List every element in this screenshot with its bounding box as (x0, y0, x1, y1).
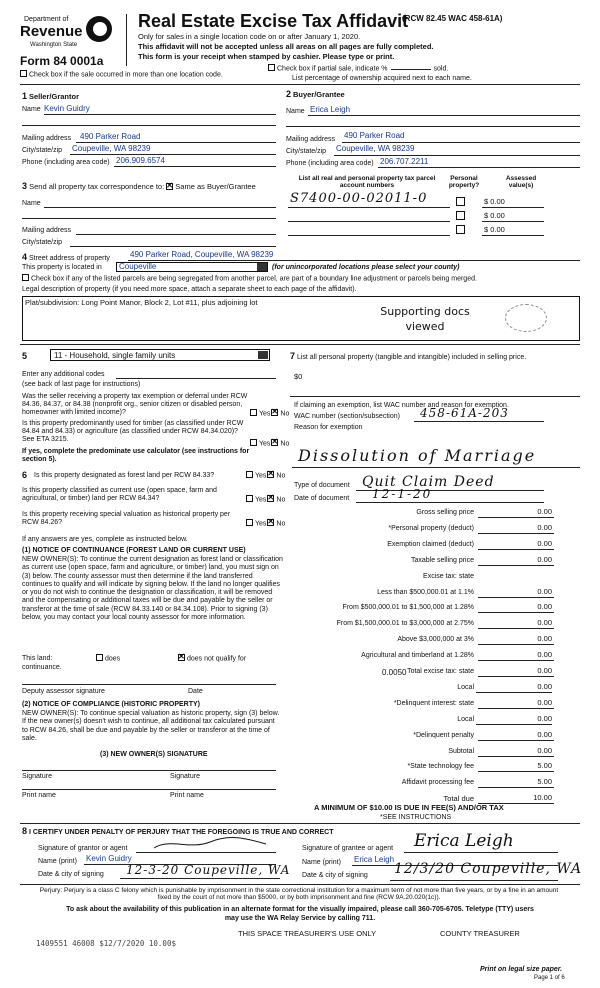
calc-label: *Delinquent interest: state (393, 700, 474, 707)
correspondence-section (22, 181, 256, 192)
doc-date-label: Date of document (294, 495, 350, 502)
calc-value[interactable]: 0.00 (537, 698, 552, 707)
receipt-stamp: 1409551 46008 $12/7/2020 10.00$ (36, 939, 176, 948)
calc-line (476, 724, 552, 725)
calc-value[interactable]: 10.00 (533, 793, 552, 802)
grantor-signature[interactable] (150, 836, 270, 850)
local-rate: 0.0050 (382, 668, 407, 677)
initials-mark-icon (505, 304, 547, 332)
same-as-buyer-checkbox[interactable] (166, 183, 173, 190)
parcel-col1: List all real and personal property tax parcel account numbers (298, 175, 436, 190)
seller-phone-label: Phone (including area code) (22, 159, 110, 166)
calc-value[interactable]: 0.00 (537, 682, 552, 691)
calc-line (478, 612, 554, 613)
calc-label: Local (457, 684, 474, 691)
certify-num: 8 (22, 826, 28, 836)
seller-name-label: Name (22, 106, 41, 113)
corr-text: Send all property tax correspondence to: (29, 182, 165, 191)
legal-label: Legal description of property (if you need more space, attach a separate sheet to each page of the affidavit). (22, 286, 357, 293)
buyer-addr-input[interactable]: 490 Parker Road (344, 131, 405, 140)
if-yes-note: If any answers are yes, complete as instructed below. (22, 536, 188, 543)
deputy-sig-label: Deputy assessor signature (22, 688, 105, 695)
calc-label: Subtotal (448, 748, 474, 755)
yes-label: Yes (255, 472, 267, 480)
forest-answer[interactable] (246, 472, 285, 480)
parcel-number-1[interactable]: S7400-00-02011-0 (290, 191, 428, 206)
calc-value[interactable]: 0.00 (537, 602, 552, 611)
no-label: No (280, 440, 290, 448)
calc-label: Gross selling price (416, 509, 474, 516)
legal-description: Plat/subdivision: Long Point Manor, Block 2, Lot #11, plus adjoining lot (25, 298, 258, 307)
seller-city-input[interactable]: Coupeville, WA 98239 (72, 144, 151, 153)
add-codes-label: Enter any additional codes (22, 371, 105, 378)
partial-sale-label: Check box if partial sale, indicate % (277, 65, 388, 73)
doc-type-input[interactable]: Quit Claim Deed (362, 474, 495, 490)
grantee-signature[interactable]: Erica Leigh (414, 831, 514, 851)
dept-name: Revenue (20, 23, 83, 40)
grantee-sig-label: Signature of grantee or agent (302, 845, 394, 852)
doc-type-label: Type of document (294, 482, 350, 489)
segregated-label: Check box if any of the listed parcels are being segregated from another parcel, are part of a boundary line adjustment or parcels being merged. (31, 275, 477, 283)
header-line3: This form is your receipt when stamped by cashier. Please type or print. (138, 52, 395, 61)
personal-property-checkbox-1[interactable] (456, 197, 465, 206)
no-label: No (280, 410, 290, 418)
historic-question: Is this property receiving special valuation as historical property per RCW 84.26? (22, 511, 231, 527)
sold-label: sold. (433, 65, 449, 73)
forest-question: Is this property designated as forest land per RCW 84.33? (34, 472, 215, 479)
header-line1: Only for sales in a single location code on or after January 1, 2020. (138, 32, 361, 41)
located-label: This property is located in (22, 264, 102, 271)
current-use-question: Is this property classified as current use (open space, farm and agricultural, or timber) land per RCW 84.34? (22, 487, 217, 503)
calc-line (478, 771, 554, 772)
personal-property-checkbox-2[interactable] (456, 211, 465, 220)
calc-line (476, 692, 552, 693)
seller-section (22, 91, 79, 102)
notice2-text: NEW OWNER(S): To continue special valuation as historic property, sign (3) below. If the new owner(s) doesn't wish to continue, all additional tax calculated pursuant to RCW 84.26, shall be due and payable by the seller or transferor at the time of sale. (22, 710, 280, 742)
corr-name-label: Name (22, 200, 41, 207)
calc-label: Less than $500,000.01 at 1.1% (377, 589, 474, 596)
calc-label: From $1,500,000.01 to $3,000,000 at 2.75% (336, 620, 474, 627)
calc-line (478, 517, 554, 518)
property-num: 4 (22, 252, 28, 262)
section6-num: 6 (22, 470, 28, 480)
buyer-section (286, 89, 345, 100)
exempt-question: Was the seller receiving a property tax exemption or deferral under RCW 84.36, 84.37, or 84.38 (nonprofit org., senior citizen or disabled person, homeowner with limited income)? (22, 393, 248, 417)
calc-value[interactable]: 0.00 (537, 523, 552, 532)
reason-label: Reason for exemption (294, 424, 363, 431)
form-title: Real Estate Excise Tax Affidavit (138, 11, 409, 31)
calc-value[interactable]: 0.00 (537, 650, 552, 659)
use-code-value: 11 - Household, single family units (54, 351, 176, 360)
grantee-date-label: Date & city of signing (302, 872, 368, 879)
land-does-not-checkbox[interactable] (178, 655, 246, 663)
assessed-value-2[interactable]: $ 0.00 (484, 211, 505, 220)
see-back: (see back of last page for instructions) (22, 381, 141, 388)
yes-label: Yes (259, 440, 271, 448)
calc-line (478, 549, 554, 550)
section7-row (290, 351, 580, 362)
calc-value[interactable]: 0.00 (537, 507, 552, 516)
dept-logo (20, 16, 112, 54)
calc-label: Exemption claimed (deduct) (387, 541, 474, 548)
land-does-checkbox[interactable] (96, 655, 120, 663)
calc-line (478, 597, 554, 598)
calc-label: Taxable selling price (410, 557, 474, 564)
calc-line (478, 756, 554, 757)
current-use-answer[interactable] (246, 496, 285, 504)
notice1-title: (1) NOTICE OF CONTINUANCE (FOREST LAND OR CURRENT USE) (22, 547, 246, 554)
owner-print-label-2: Print name (170, 792, 204, 799)
historic-answer[interactable] (246, 520, 285, 528)
multi-location-checkbox[interactable] (20, 71, 223, 79)
section7-num: 7 (290, 351, 296, 361)
calc-value[interactable]: 5.00 (537, 777, 552, 786)
page-number: Page 1 of 6 (534, 975, 565, 981)
buyer-addr-label: Mailing address (286, 136, 336, 143)
notice3-title: (3) NEW OWNER(S) SIGNATURE (100, 751, 208, 758)
use-code-dropdown-icon (258, 351, 268, 359)
reason-input[interactable]: Dissolution of Marriage (298, 446, 537, 465)
dropdown-icon (257, 263, 267, 271)
exempt-claim-label: If claiming an exemption, list WAC number and reason for exemption. (294, 402, 509, 409)
buyer-phone-label: Phone (including area code) (286, 160, 374, 167)
pct-note: List percentage of ownership acquired next to each name. (292, 75, 472, 82)
calc-value[interactable]: 5.00 (537, 761, 552, 770)
owner-sig-label-1: Signature (22, 773, 52, 780)
owner-print-label-1: Print name (22, 792, 56, 799)
grantee-name-label: Name (print) (302, 859, 341, 866)
corr-num: 3 (22, 181, 28, 191)
treasurer-use: THIS SPACE TREASURER'S USE ONLY (238, 929, 377, 938)
calc-line (478, 740, 554, 741)
grantor-date-label: Date & city of signing (38, 871, 104, 878)
this-land-label: This land: (22, 655, 53, 662)
personal-property-label: List all personal property (tangible and intangible) included in selling price. (296, 354, 527, 361)
yes-label: Yes (259, 410, 271, 418)
see-instructions: *SEE INSTRUCTIONS (380, 814, 452, 821)
deputy-date-label: Date (188, 688, 203, 695)
grantor-sig-label: Signature of grantor or agent (38, 845, 128, 852)
legal-description-box[interactable] (22, 296, 580, 341)
calc-value[interactable]: 0.00 (537, 587, 552, 596)
calc-line (478, 676, 554, 677)
multi-location-label: Check box if the sale occurred in more than one location code. (29, 71, 223, 79)
supporting-docs-stamp: Supporting docs viewed (380, 305, 470, 334)
grantor-date-input[interactable]: 12-3-20 Coupeville, WA (126, 863, 291, 877)
partial-sale-checkbox[interactable] (268, 65, 448, 73)
timber-note: If yes, complete the predominate use calculator (see instructions for section 5). (22, 448, 250, 464)
buyer-city-input[interactable]: Coupeville, WA 98239 (336, 144, 415, 153)
timber-question: Is this property predominantly used for timber (as classified under RCW 84.84 and 84.33) or agriculture (as classified under RCW 84.34.020)? See ETA 3215. (22, 420, 244, 444)
buyer-heading: Buyer/Grantee (292, 90, 345, 99)
seller-city-label: City/state/zip (22, 147, 63, 154)
calc-line (478, 565, 554, 566)
calc-value[interactable]: 0.00 (537, 730, 552, 739)
buyer-name-label: Name (286, 108, 305, 115)
located-note: (for unincorporated locations please select your county) (272, 264, 460, 271)
calc-value[interactable]: 0.00 (537, 634, 552, 643)
doc-date-input[interactable]: 12-1-20 (372, 487, 433, 501)
calc-label: *Delinquent penalty (413, 732, 474, 739)
certify-text: I CERTIFY UNDER PENALTY OF PERJURY THAT THE FOREGOING IS TRUE AND CORRECT (28, 829, 334, 836)
parcel-col2: Personal property? (448, 175, 480, 190)
calc-value[interactable]: 0.00 (537, 539, 552, 548)
calc-label: Total due (443, 794, 474, 803)
no-label: No (276, 496, 286, 504)
calc-line (478, 708, 554, 709)
corr-addr-label: Mailing address (22, 227, 72, 234)
calc-label: Above $3,000,000 at 3% (397, 636, 474, 643)
wac-input[interactable]: 458-61A-203 (420, 406, 509, 420)
calc-label: Agricultural and timberland at 1.28% (361, 652, 474, 659)
seller-phone-input[interactable]: 206.909.6574 (116, 156, 165, 165)
calc-value[interactable]: 0.00 (537, 618, 552, 627)
yes-label: Yes (255, 520, 267, 528)
assessed-value-1[interactable]: $ 0.00 (484, 197, 505, 206)
located-select[interactable] (116, 262, 268, 272)
calc-line (478, 787, 554, 788)
corr-city-label: City/state/zip (22, 239, 63, 246)
notice2-title: (2) NOTICE OF COMPLIANCE (HISTORIC PROPERTY) (22, 701, 200, 708)
calc-label: Total excise tax: state (407, 668, 474, 675)
parcel-col3: Assessed value(s) (505, 175, 537, 190)
segregated-checkbox[interactable] (22, 275, 477, 283)
does-not-label: does not qualify for (187, 655, 247, 663)
personal-property-checkbox-3[interactable] (456, 225, 465, 234)
located-value: Coupeville (119, 262, 157, 271)
continuance-label: continuance. (22, 664, 62, 671)
use-code-select[interactable] (50, 349, 270, 361)
calc-value[interactable]: 0.00 (537, 555, 552, 564)
calc-line (478, 628, 554, 629)
calc-line (478, 644, 554, 645)
buyer-name-input[interactable]: Erica Leigh (310, 105, 351, 114)
minimum-due: A MINIMUM OF $10.00 IS DUE IN FEE(S) AND/OR TAX (314, 803, 504, 812)
no-label: No (276, 472, 286, 480)
notice1-text: NEW OWNER(S): To continue the current designation as forest land or classification as current use (open space, farm and agriculture, or timber) land, you must sign on (3) below. The county assessor must then determine if the land transferred continues to qualify and will indicate by signing below. If the land no longer qualifies or you do not wish to continue the designation or classification, it will be removed and the compensating or additional taxes will be due and payable by the seller or transferor at the time of sale (RCW 84.33.140 or 84.34.108). Prior to signing (3) below, you may contact your local county assessor for more information. (22, 556, 283, 621)
no-label: No (276, 520, 286, 528)
calc-label: *State technology fee (407, 763, 474, 770)
calc-label: Local (457, 716, 474, 723)
street-input[interactable]: 490 Parker Road, Coupeville, WA 98239 (130, 250, 274, 259)
calc-value[interactable]: 0.00 (537, 666, 552, 675)
wac-label: WAC number (section/subsection) (294, 413, 400, 420)
rcw-ref: (RCW 82.45 WAC 458-61A) (402, 14, 503, 23)
personal-property-value[interactable]: $0 (294, 372, 303, 381)
calc-label: Affidavit processing fee (401, 779, 474, 786)
owner-sig-label-2: Signature (170, 773, 200, 780)
grantee-name-input[interactable]: Erica Leigh (354, 855, 395, 864)
logo-mark-icon (86, 16, 112, 42)
dept-state: Washington State (30, 42, 78, 48)
section5-num: 5 (22, 351, 28, 361)
dept-top: Department of (24, 16, 69, 23)
grantee-date-input[interactable]: 12/3/20 Coupeville, WA (394, 861, 583, 877)
calc-line (478, 660, 554, 661)
does-label: does (105, 655, 121, 663)
calc-line (478, 533, 554, 534)
seller-num: 1 (22, 91, 28, 101)
buyer-phone-input[interactable]: 206.707.2211 (380, 157, 429, 166)
calc-label: From $500,000.01 to $1,500,000 at 1.28% (342, 604, 474, 611)
same-as-buyer-label: Same as Buyer/Grantee (175, 182, 256, 191)
county-treasurer: COUNTY TREASURER (440, 929, 520, 938)
assessed-value-3[interactable]: $ 0.00 (484, 225, 505, 234)
seller-heading: Seller/Grantor (28, 92, 79, 101)
buyer-num: 2 (286, 89, 292, 99)
calc-value[interactable]: 0.00 (537, 714, 552, 723)
header-line2: This affidavit will not be accepted unless all areas on all pages are fully completed. (138, 42, 434, 51)
grantor-name-label: Name (print) (38, 858, 77, 865)
grantor-name-input[interactable]: Kevin Guidry (86, 854, 132, 863)
exempt-answer[interactable] (250, 410, 289, 418)
seller-name-input[interactable]: Kevin Guidry (44, 104, 90, 113)
buyer-city-label: City/state/zip (286, 148, 327, 155)
calc-label: Excise tax: state (423, 573, 474, 580)
yes-label: Yes (255, 496, 267, 504)
alt-format-text: To ask about the availability of this publication in an alternate format for the visually impaired, please call 360-705-6705. Teletype (TTY) users may use the WA Relay Service by calling 711. (66, 906, 534, 922)
calc-value[interactable]: 0.00 (537, 746, 552, 755)
calc-label: *Personal property (deduct) (388, 525, 474, 532)
seller-addr-label: Mailing address (22, 135, 72, 142)
perjury-text: Perjury: Perjury is a class C felony which is punishable by imprisonment in the state correctional institution for a maximum term of not more than five years, or by a fine in an amount fixed by the court of not more than $5000, or by both imprisonment and fine (RCW 9A.20.020(1c)). (39, 887, 559, 902)
legal-paper-note: Print on legal size paper. (480, 966, 563, 973)
street-row (22, 252, 110, 263)
form-number: Form 84 0001a (20, 54, 104, 68)
street-label: Street address of property (28, 255, 110, 262)
seller-addr-input[interactable]: 490 Parker Road (80, 132, 141, 141)
